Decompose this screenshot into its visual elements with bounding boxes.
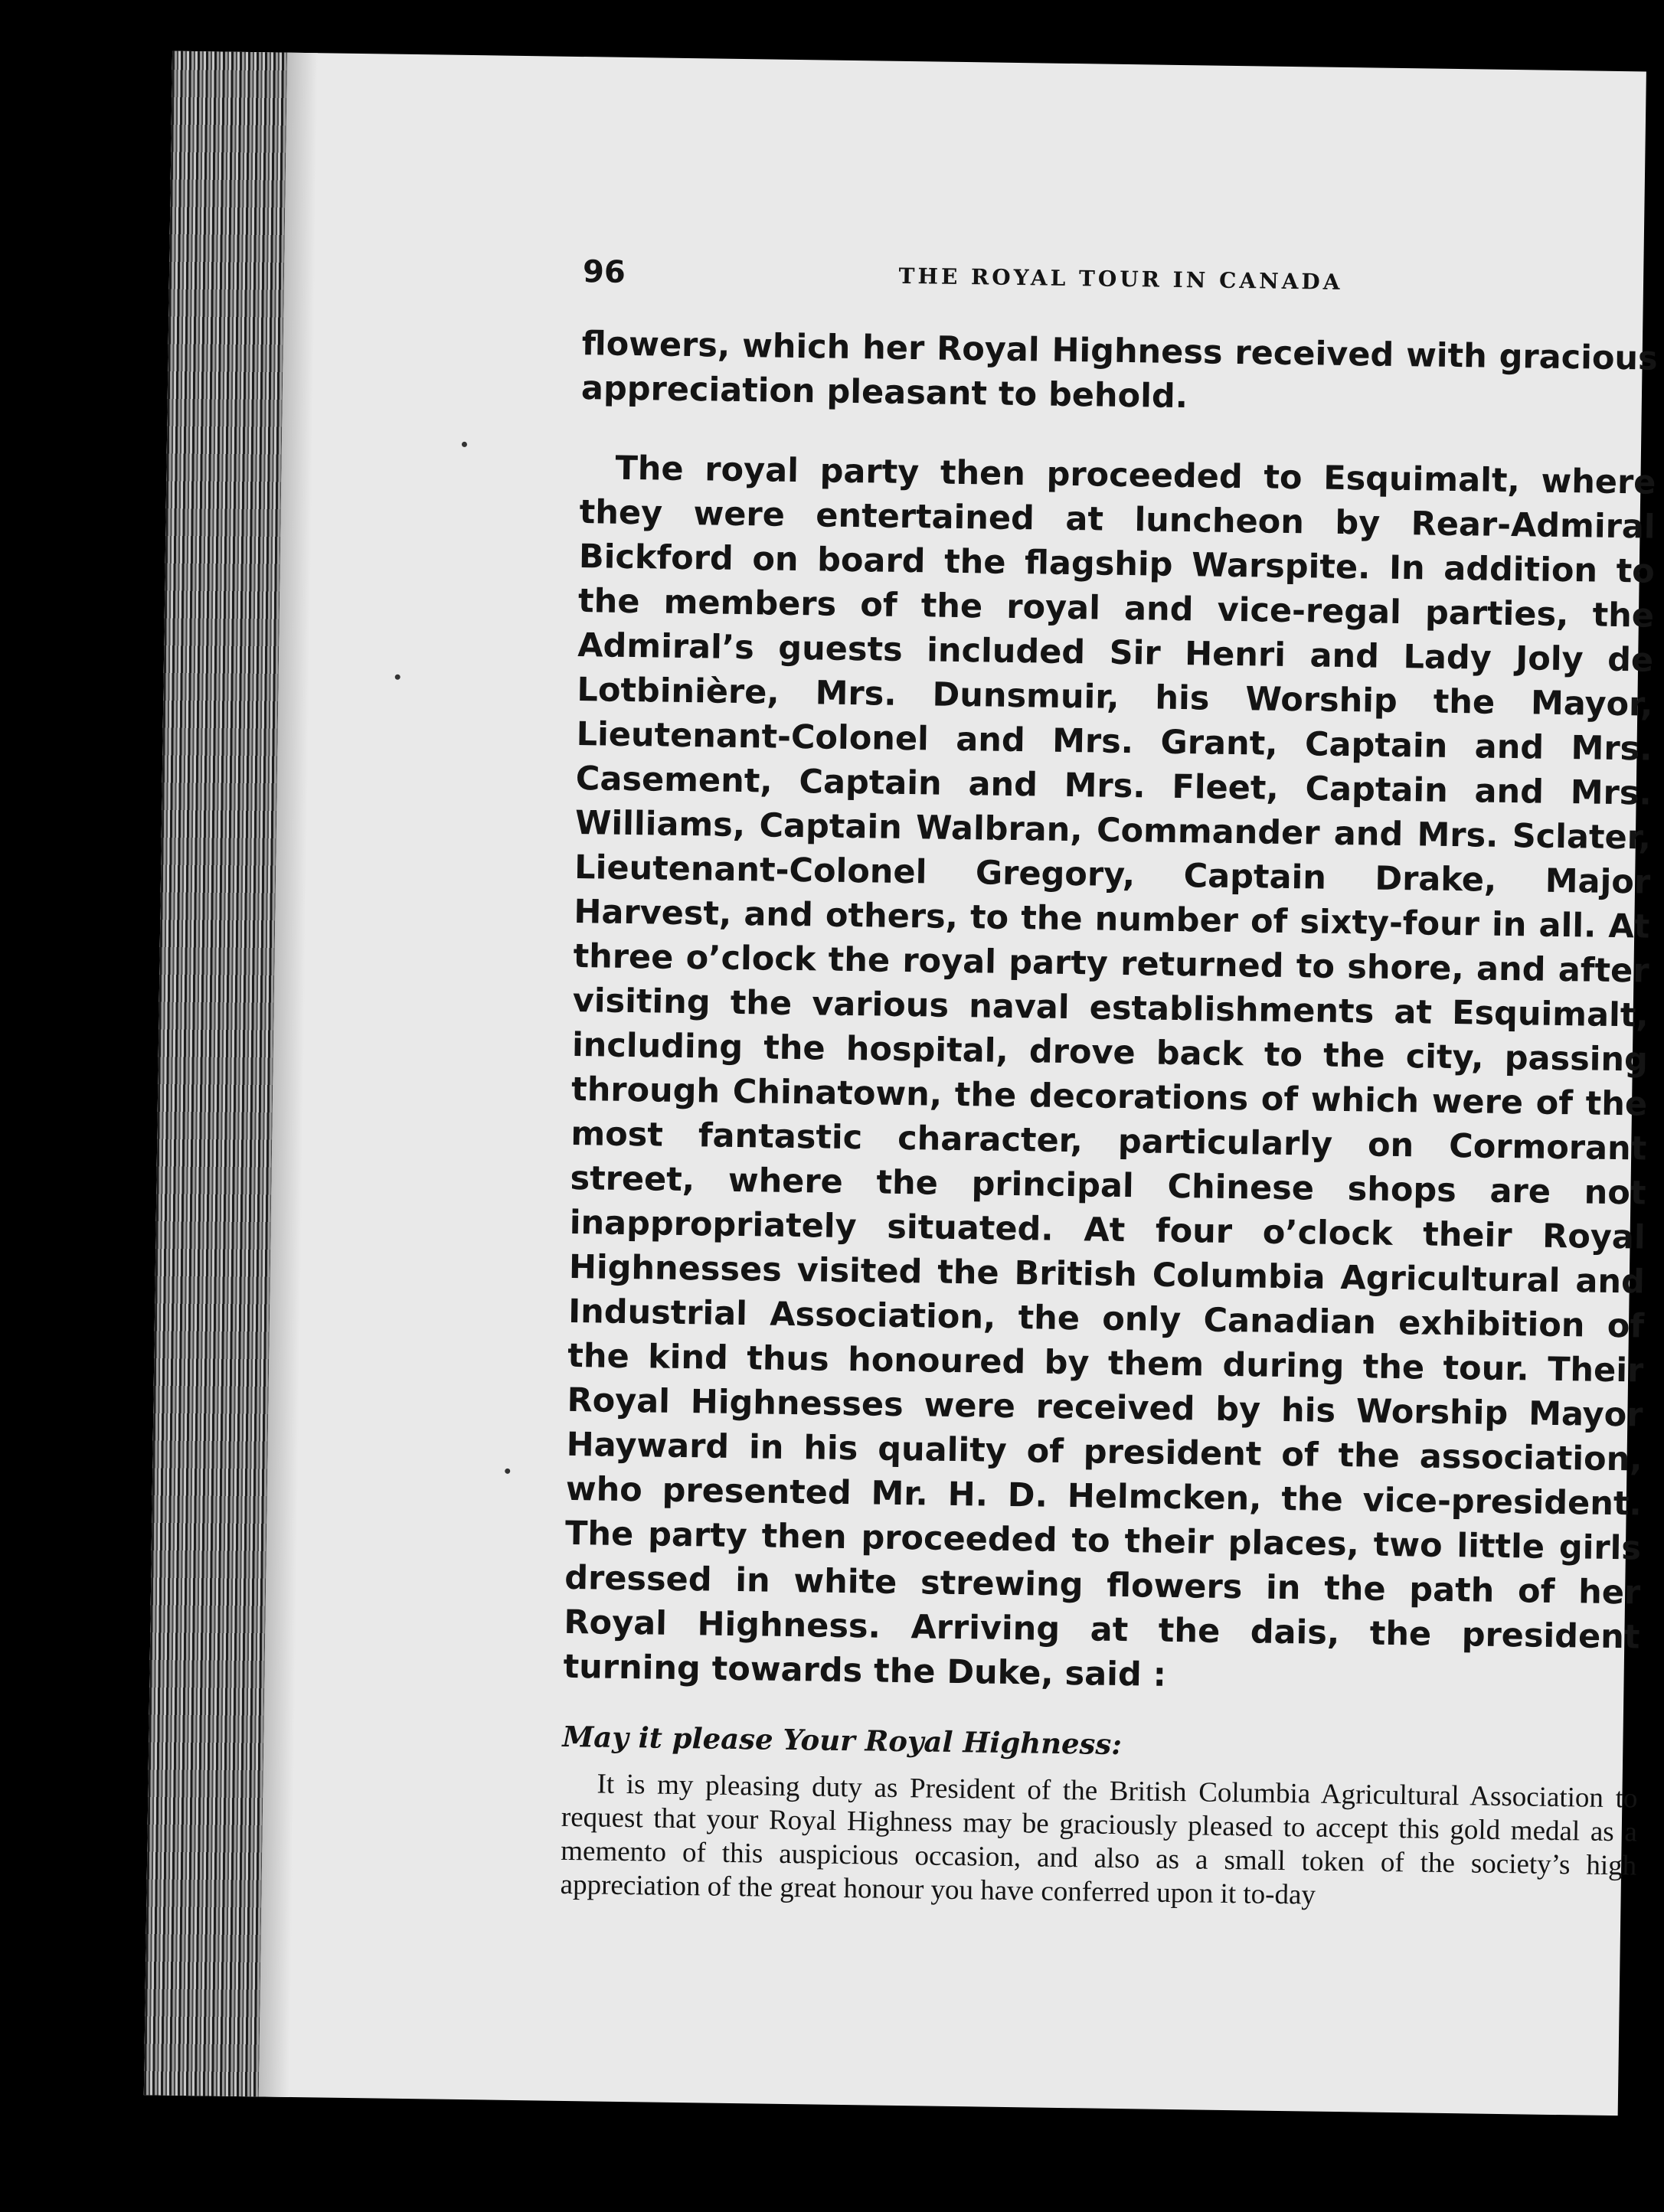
ink-speck <box>395 675 400 680</box>
running-head <box>583 254 1659 315</box>
paragraph-continuation: flowers, which her Royal Highness received with gracious appreciation pleasant to behold. <box>580 325 1659 417</box>
ink-speck <box>505 1469 510 1474</box>
book-page <box>144 51 1659 2116</box>
address-body: It is my pleasing duty as President of the British Columbia Agricultural Association to request that your Royal Highness may be graciously pleased to accept this gold medal as a memento of this auspicious occasion, and also as a small token of the society’s high appreciation of the great honour you have conferred upon it to-day <box>560 1768 1638 1911</box>
address-salutation: May it please Your Royal Highness: <box>562 1719 1123 1762</box>
running-title: THE ROYAL TOUR IN CANADA <box>898 263 1343 295</box>
paragraph-esquimalt: The royal party then proceeded to Esquimalt, where they were entertained at luncheon by Rear-Admiral Bickford on board the flagship Warspite. In addition to the members of the royal and vice-regal parties, the Admiral’s guests included Sir Henri and Lady Joly de Lotbinière, Mrs. Dunsmuir, his Worship the Mayor, Lieutenant-Colonel and Mrs. Grant, Captain and Mrs. Casement, Captain and Mrs. Fleet, Captain and Mrs. Williams, Captain Walbran, Commander and Mrs. Sclater, Lieutenant-Colonel Gregory, Captain Drake, Major Harvest, and others, to the number of sixty-four in all. At three o’clock the royal party returned to shore, and after visiting the various naval establishments at Esquimalt, including the hospital, drove back to the city, passing through Chinatown, the decorations of which were of the most fantastic character, particularly on Cormorant street, where the principal Chinese shops are not inappropriately situated. At four o’clock their Royal Highnesses visited the British Columbia Agricultural and Industrial Association, the only Canadian exhibition of the kind thus honoured by them during the tour. Their Royal Highnesses were received by his Worship Mayor Hayward in his quality of president of the association, who presented Mr. H. D. Helmcken, the vice-president. The party then proceeded to their places, two little girls dressed in white strewing flowers in the path of her Royal Highness. Arriving at the dais, the president turning towards the Duke, said : <box>563 449 1656 1694</box>
page-number: 96 <box>582 254 626 290</box>
ink-speck <box>462 442 467 447</box>
text-block <box>560 254 1659 1916</box>
